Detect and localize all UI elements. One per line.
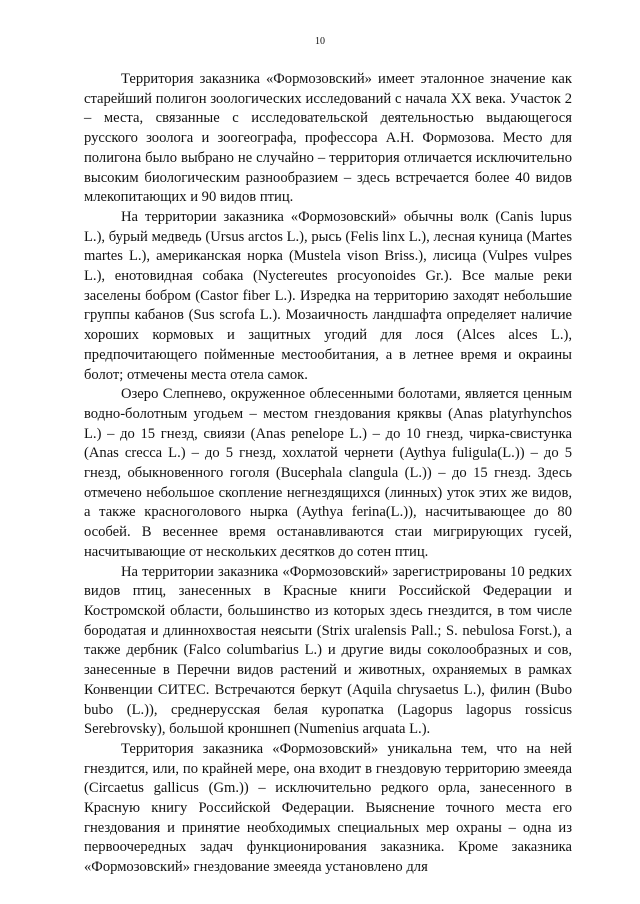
paragraph-5: Территория заказника «Формозовский» уникальна тем, что на ней гнездится, или, по крайней мере, она входит в гнездовую территорию змееяда (Circaetus gallicus (Gm.)) – исключительно редкого орла, занесенного в Красную книгу Российской Федерации. Выяснение точного места его гнездования и принятие необходимых специальных мер охраны – одна из первоочередных задач функционирования заказника. Кроме заказника «Формозовский» гнездование змееяда установлено для [84, 740, 572, 876]
paragraph-1: Территория заказника «Формозовский» имеет эталонное значение как старейший полигон зоологических исследований с начала XX века. Участок 2 – места, связанные с исследовательской деятельностью выдающегося русского зоолога и зоогеографа, профессора А.Н. Формозова. Место для полигона было выбрано не случайно – территория отличается исключительно высоким биологическим разнообразием – здесь встречается более 40 видов млекопитающих и 90 видов птиц. [84, 71, 572, 206]
page-number: 10 [315, 36, 325, 47]
paragraph-4: На территории заказника «Формозовский» зарегистрированы 10 редких видов птиц, занесенных в Красные книги Российской Федерации и Костромской области, большинство из которых здесь гнездится, в том числе бородатая и длиннохвостая неясыти (Strix uralensis Pall.; S. nebulosa Forst.), а также дербник (Falco columbarius L.) и другие виды соколообразных и сов, занесенные в Перечни видов растений и животных, охраняемых в рамках Конвенции СИТЕС. Встречаются беркут (Aquila chrysaetus L.), филин (Bubo bubo (L.)), среднерусская белая куропатка (Lagopus lagopus rossicus Serebrovsky), большой кроншнеп (Numenius arquata L.). [84, 563, 572, 738]
paragraph-3: Озеро Слепнево, окруженное облесенными болотами, является ценным водно-болотным угодьем – местом гнездования кряквы (Anas platyrhynchos L.) – до 15 гнезд, свиязи (Anas penelope L.) – до 10 гнезд, чирка-свистунка (Anas crecca L.) – до 5 гнезд, хохлатой чернети (Aythya fuligula(L.)) – до 5 гнезд, обыкновенного гоголя (Bucephala clangula (L.)) – до 15 гнезд. Здесь отмечено небольшое скопление негнездящихся (линных) уток этих же видов, а также красноголового нырка (Aythya ferina(L.)), насчитывающее до 80 особей. В весеннее время останавливаются стаи мигрирующих гусей, насчитывающие от нескольких десятков до сотен птиц. [84, 386, 572, 560]
body-text [84, 70, 572, 878]
paragraph-2: На территории заказника «Формозовский» обычны волк (Canis lupus L.), бурый медведь (Ursus arctos L.), рысь (Felis linx L.), лесная куница (Martes martes L.), американская норка (Mustela vison Briss.), лисица (Vulpes vulpes L.), енотовидная собака (Nyctereutes procyonoides Gr.). Все малые реки заселены бобром (Castor fiber L.). Изредка на территорию заходят небольшие группы кабанов (Sus scrofa L.). Мозаичность ландшафта определяет наличие хороших кормовых и защитных угодий для лося (Alces alces L.), предпочитающего пойменные местообитания, а в летнее время и окраины болот; отмечены места отела самок. [84, 208, 572, 383]
